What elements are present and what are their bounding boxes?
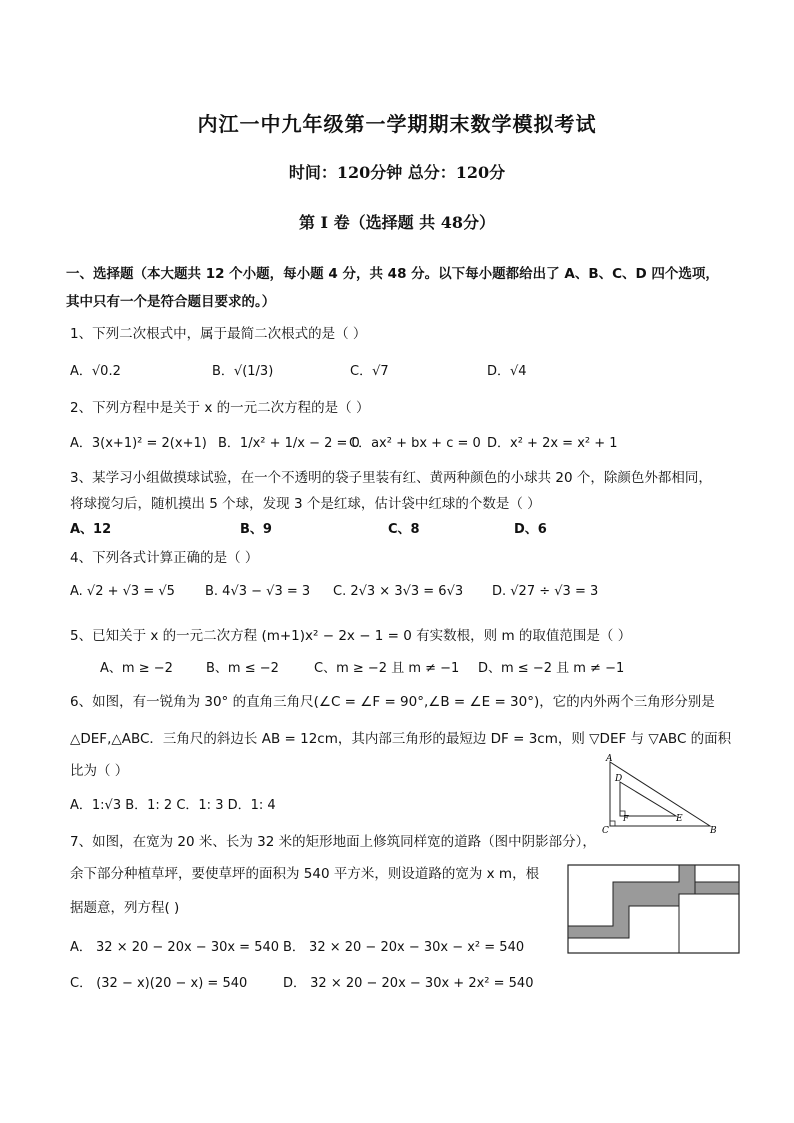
- q2-stem: 2、下列方程中是关于 x 的一元二次方程的是（ ）: [70, 400, 370, 416]
- q1-stem: 1、下列二次根式中，属于最简二次根式的是（ ）: [70, 326, 367, 342]
- q6-stem-line2: △DEF,△ABC．三角尺的斜边长 AB = 12cm，其内部三角形的最短边 DF = 3cm，则 ▽DEF 与 ▽ABC 的面积: [70, 731, 732, 747]
- q4-option-d: D. √27 ÷ √3 = 3: [492, 584, 599, 599]
- q6-triangle-figure: [598, 752, 718, 834]
- label-f: F: [623, 814, 629, 823]
- q5-stem: 5、已知关于 x 的一元二次方程 (m+1)x² − 2x − 1 = 0 有实数根，则 m 的取值范围是（ ）: [70, 628, 632, 644]
- section-heading: 第 I 卷（选择题 共 48分）: [298, 213, 496, 232]
- q3-option-a: A、12: [70, 522, 112, 537]
- right-angle-c: [610, 821, 615, 826]
- q3-option-d: D、6: [514, 522, 547, 537]
- q7-option-b: B． 32 × 20 − 20x − 30x − x² = 540: [283, 940, 525, 955]
- label-c: C: [602, 826, 609, 834]
- field-rectangle: [568, 865, 739, 953]
- q1-option-a: A．√0.2: [70, 364, 121, 379]
- q7-stem-line1: 7、如图，在宽为 20 米、长为 32 米的矩形地面上修筑同样宽的道路（图中阴影部分），: [70, 834, 596, 850]
- q4-option-a: A. √2 + √3 = √5: [70, 584, 175, 599]
- q7-road-figure: [567, 864, 741, 956]
- q1-option-c: C．√7: [350, 364, 389, 379]
- q5-option-c: C、m ≥ −2 且 m ≠ −1: [314, 661, 460, 676]
- q1-option-b: B．√(1/3): [212, 364, 274, 379]
- label-b: B: [710, 826, 717, 834]
- q5-option-d: D、m ≤ −2 且 m ≠ −1: [478, 661, 625, 676]
- q3-stem-line2: 将球搅匀后，随机摸出 5 个球，发现 3 个是红球，估计袋中红球的个数是（ ）: [70, 496, 541, 512]
- q6-stem-line1: 6、如图，有一锐角为 30° 的直角三角尺(∠C = ∠F = 90°,∠B = ∠E = 30°)，它的内外两个三角形分别是: [70, 694, 715, 710]
- page-title: 内江一中九年级第一学期期末数学模拟考试: [197, 112, 597, 136]
- q7-option-c: C． (32 − x)(20 − x) = 540: [70, 976, 248, 991]
- q7-option-d: D． 32 × 20 − 20x − 30x + 2x² = 540: [283, 976, 534, 991]
- q2-option-a: A．3(x+1)² = 2(x+1): [70, 436, 207, 451]
- q7-stem-line3: 据题意，列方程( ): [70, 900, 180, 916]
- label-a: A: [606, 754, 613, 764]
- q3-option-c: C、8: [388, 522, 420, 537]
- q1-option-d: D．√4: [487, 364, 527, 379]
- q6-stem-line3: 比为（ ）: [70, 763, 129, 779]
- q7-option-a: A． 32 × 20 − 20x − 30x = 540: [70, 940, 280, 955]
- q4-option-b: B. 4√3 − √3 = 3: [205, 584, 311, 599]
- q2-option-c: C．ax² + bx + c = 0: [349, 436, 481, 451]
- q2-option-d: D．x² + 2x = x² + 1: [487, 436, 618, 451]
- q3-option-b: B、9: [240, 522, 272, 537]
- q7-stem-line2: 余下部分种植草坪，要使草坪的面积为 540 平方米，则设道路的宽为 x m，根: [70, 866, 540, 882]
- q5-option-a: A、m ≥ −2: [100, 661, 173, 676]
- part1-instruction-line1: 一、选择题（本大题共 12 个小题，每小题 4 分，共 48 分。以下每小题都给出了 A、B、C、D 四个选项，: [66, 266, 719, 282]
- q3-stem-line1: 3、某学习小组做摸球试验，在一个不透明的袋子里装有红、黄两种颜色的小球共 20 个，除颜色外都相同，: [70, 470, 712, 486]
- label-d: D: [615, 774, 623, 784]
- q2-option-b: B．1/x² + 1/x − 2 = 0: [218, 436, 360, 451]
- q5-option-b: B、m ≤ −2: [206, 661, 279, 676]
- road-shaded-branch: [695, 882, 739, 894]
- label-e: E: [676, 814, 683, 824]
- part1-instruction-line2: 其中只有一个是符合题目要求的。）: [66, 294, 276, 310]
- q4-option-c: C. 2√3 × 3√3 = 6√3: [333, 584, 464, 599]
- q4-stem: 4、下列各式计算正确的是（ ）: [70, 550, 259, 566]
- exam-time-score: 时间：120分钟 总分：120分: [288, 163, 506, 182]
- q6-options: A．1:√3 B．1: 2 C．1: 3 D．1: 4: [70, 798, 276, 813]
